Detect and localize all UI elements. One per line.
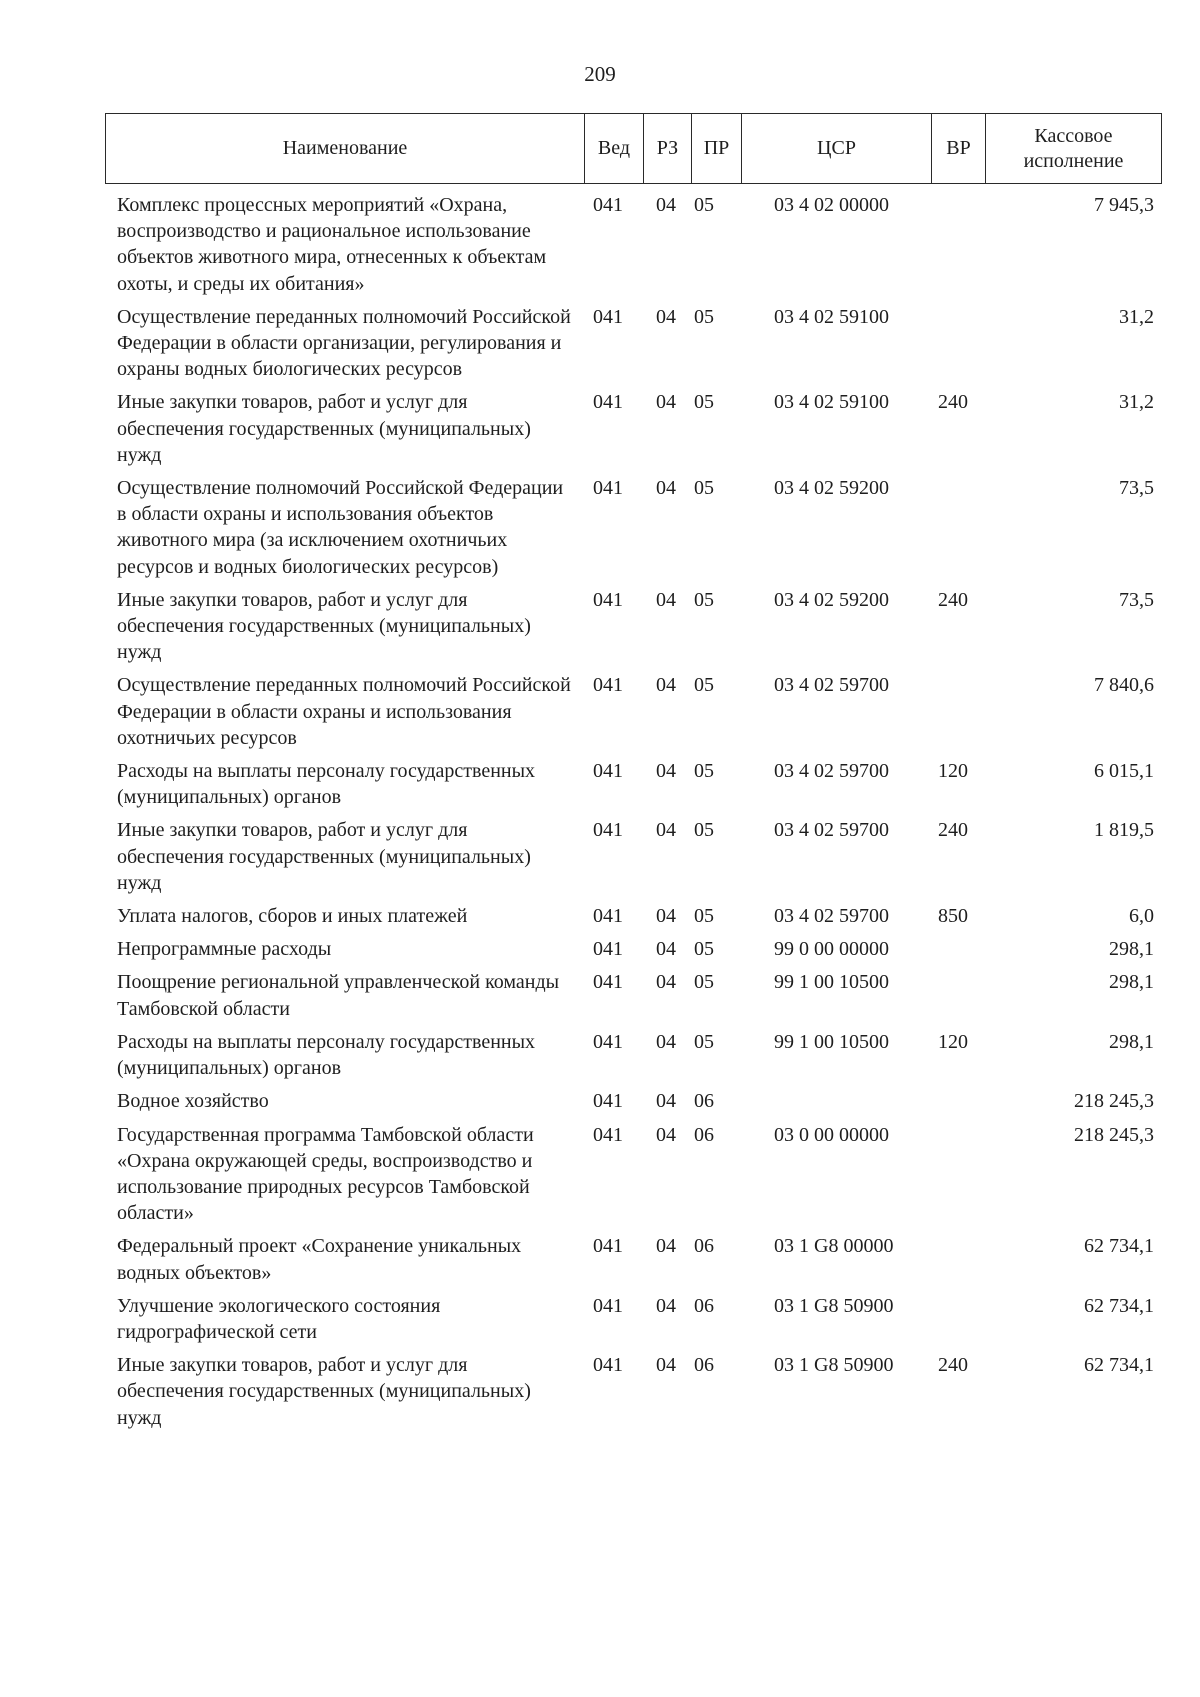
row-csr: 99 0 00 00000 — [774, 938, 889, 961]
table-row — [105, 1029, 1162, 1081]
row-sum: 298,1 — [1109, 1030, 1154, 1053]
row-ved: 041 — [593, 1030, 623, 1053]
row-csr: 03 4 02 59700 — [774, 760, 889, 783]
table-row — [105, 1352, 1162, 1431]
row-vr — [930, 936, 984, 962]
row-ved: 041 — [593, 194, 623, 216]
row-sum: 73,5 — [1119, 477, 1154, 500]
row-ved: 041 — [593, 971, 623, 994]
row-ved: 041 — [593, 305, 623, 328]
row-sum: 7 840,6 — [1094, 674, 1154, 697]
row-csr: 99 1 00 10500 — [774, 971, 889, 994]
row-pr: 05 — [694, 905, 714, 928]
row-ved: 041 — [593, 674, 623, 697]
row-rz: 04 — [656, 588, 676, 611]
row-name: Иные закупки товаров, работ и услуг для обеспечения государственных (муниципальных) нужд — [117, 819, 531, 894]
row-csr: 03 4 02 59100 — [774, 391, 889, 414]
row-vr: 120 — [938, 760, 968, 783]
row-name: Комплекс процессных мероприятий «Охрана, воспроизводство и рациональное использование объектов животного мира, отнесенных к объектам охоты, и среды их обитания» — [117, 194, 547, 295]
row-vr — [930, 304, 984, 383]
row-ved: 041 — [593, 1090, 623, 1113]
row-ved: 041 — [593, 1123, 623, 1146]
row-sum: 31,2 — [1119, 391, 1154, 414]
row-name: Осуществление переданных полномочий Российской Федерации в области организации, регулирования и охраны водных биологических ресурсов — [117, 305, 571, 381]
row-rz: 04 — [656, 1294, 676, 1317]
row-csr: 03 0 00 00000 — [774, 1123, 889, 1146]
header-rz: РЗ — [643, 114, 691, 183]
table-row — [105, 672, 1162, 751]
row-csr: 03 4 02 59700 — [774, 819, 889, 842]
table-row — [105, 304, 1162, 383]
row-sum: 62 734,1 — [1084, 1354, 1154, 1377]
table-row — [105, 817, 1162, 896]
row-sum: 1 819,5 — [1094, 819, 1154, 842]
row-vr — [930, 1122, 984, 1227]
table-row — [105, 1088, 1162, 1114]
table-row — [105, 389, 1162, 468]
row-rz: 04 — [656, 194, 676, 216]
row-pr: 05 — [694, 194, 714, 216]
row-vr — [930, 1293, 984, 1345]
row-pr: 05 — [694, 938, 714, 961]
row-ved: 041 — [593, 588, 623, 611]
row-sum: 6 015,1 — [1094, 760, 1154, 783]
row-name: Поощрение региональной управленческой команды Тамбовской области — [117, 971, 560, 1020]
row-ved: 041 — [593, 905, 623, 928]
row-rz: 04 — [656, 391, 676, 414]
row-sum: 73,5 — [1119, 588, 1154, 611]
row-vr: 120 — [938, 1030, 968, 1053]
row-name: Уплата налогов, сборов и иных платежей — [117, 905, 468, 928]
row-csr: 03 4 02 59700 — [774, 905, 889, 928]
row-csr — [740, 1088, 930, 1114]
row-csr: 03 4 02 59200 — [774, 477, 889, 500]
row-sum: 6,0 — [1129, 905, 1154, 928]
row-ved: 041 — [593, 1294, 623, 1317]
row-name: Иные закупки товаров, работ и услуг для обеспечения государственных (муниципальных) нужд — [117, 391, 531, 466]
header-ved: Вед — [584, 114, 643, 183]
row-rz: 04 — [656, 477, 676, 500]
row-rz: 04 — [656, 1354, 676, 1377]
row-name: Осуществление полномочий Российской Федерации в области охраны и использования объектов животного мира (за исключением охотничьих ресурсов и водных биологических ресурсов) — [117, 477, 564, 578]
row-vr — [930, 1088, 984, 1114]
row-vr — [930, 1233, 984, 1285]
table-row — [105, 758, 1162, 810]
row-pr: 05 — [694, 674, 714, 697]
row-csr: 03 4 02 59200 — [774, 588, 889, 611]
row-ved: 041 — [593, 938, 623, 961]
row-rz: 04 — [656, 305, 676, 328]
table-header — [105, 113, 1162, 184]
row-sum: 218 245,3 — [1074, 1090, 1154, 1113]
row-csr: 03 1 G8 50900 — [774, 1354, 894, 1377]
row-pr: 05 — [694, 477, 714, 500]
row-pr: 05 — [694, 588, 714, 611]
row-rz: 04 — [656, 1235, 676, 1258]
table-row — [105, 1293, 1162, 1345]
header-name: Наименование — [282, 137, 408, 159]
row-name: Иные закупки товаров, работ и услуг для обеспечения государственных (муниципальных) нужд — [117, 1354, 531, 1429]
row-csr: 03 4 02 59700 — [774, 674, 889, 697]
row-vr — [930, 475, 984, 580]
row-csr: 03 4 02 00000 — [774, 194, 889, 216]
row-vr: 240 — [938, 819, 968, 842]
row-name: Расходы на выплаты персоналу государственных (муниципальных) органов — [117, 1030, 536, 1080]
table-row — [105, 1122, 1162, 1227]
row-pr: 06 — [694, 1235, 714, 1258]
row-csr: 99 1 00 10500 — [774, 1030, 889, 1053]
row-ved: 041 — [593, 477, 623, 500]
row-vr: 850 — [938, 905, 968, 928]
row-rz: 04 — [656, 1090, 676, 1113]
row-sum: 218 245,3 — [1074, 1123, 1154, 1146]
row-rz: 04 — [656, 760, 676, 783]
row-name: Иные закупки товаров, работ и услуг для обеспечения государственных (муниципальных) нужд — [117, 588, 531, 664]
table-row — [105, 1233, 1162, 1285]
row-pr: 06 — [694, 1354, 714, 1377]
row-csr: 03 1 G8 50900 — [774, 1294, 894, 1317]
row-pr: 06 — [694, 1090, 714, 1113]
table-row — [105, 587, 1162, 666]
row-ved: 041 — [593, 1235, 623, 1258]
row-sum: 7 945,3 — [1094, 194, 1154, 216]
row-vr — [930, 969, 984, 1021]
row-name: Федеральный проект «Сохранение уникальных водных объектов» — [117, 1235, 522, 1284]
row-csr: 03 4 02 59100 — [774, 305, 889, 328]
row-rz: 04 — [656, 1123, 676, 1146]
row-pr: 05 — [694, 971, 714, 994]
page-number: 209 — [584, 62, 616, 86]
row-pr: 05 — [694, 305, 714, 328]
row-pr: 06 — [694, 1294, 714, 1317]
table-row — [105, 475, 1162, 580]
header-vr: ВР — [931, 114, 985, 183]
row-vr — [930, 672, 984, 751]
row-vr — [930, 192, 984, 297]
header-csr: ЦСР — [741, 114, 931, 183]
header-sum: Кассовое исполнение — [985, 114, 1161, 183]
row-rz: 04 — [656, 819, 676, 842]
row-vr: 240 — [938, 588, 968, 611]
row-name: Осуществление переданных полномочий Российской Федерации в области охраны и использования охотничьих ресурсов — [117, 674, 571, 749]
row-vr: 240 — [938, 1354, 968, 1377]
row-name: Улучшение экологического состояния гидрографической сети — [117, 1294, 441, 1343]
row-pr: 05 — [694, 1030, 714, 1053]
row-name: Водное хозяйство — [117, 1090, 269, 1113]
row-name: Расходы на выплаты персоналу государственных (муниципальных) органов — [117, 760, 536, 809]
row-sum: 31,2 — [1119, 305, 1154, 328]
row-pr: 05 — [694, 819, 714, 842]
row-csr: 03 1 G8 00000 — [774, 1235, 894, 1258]
row-rz: 04 — [656, 938, 676, 961]
row-sum: 298,1 — [1109, 971, 1154, 994]
table-row — [105, 969, 1162, 1021]
table-body — [105, 192, 1162, 1438]
row-pr: 05 — [694, 760, 714, 783]
row-ved: 041 — [593, 1354, 623, 1377]
table-row — [105, 192, 1162, 297]
row-sum: 298,1 — [1109, 938, 1154, 961]
row-name: Непрограммные расходы — [117, 938, 332, 961]
row-ved: 041 — [593, 819, 623, 842]
row-sum: 62 734,1 — [1084, 1294, 1154, 1317]
row-name: Государственная программа Тамбовской области «Охрана окружающей среды, воспроизводство и использование природных ресурсов Тамбовской области» — [117, 1123, 534, 1225]
row-rz: 04 — [656, 905, 676, 928]
row-vr: 240 — [938, 391, 968, 414]
row-ved: 041 — [593, 391, 623, 414]
row-rz: 04 — [656, 971, 676, 994]
row-ved: 041 — [593, 760, 623, 783]
row-pr: 05 — [694, 391, 714, 414]
row-sum: 62 734,1 — [1084, 1235, 1154, 1258]
header-pr: ПР — [691, 114, 741, 183]
row-rz: 04 — [656, 674, 676, 697]
table-row — [105, 903, 1162, 929]
row-rz: 04 — [656, 1030, 676, 1053]
table-row — [105, 936, 1162, 962]
row-pr: 06 — [694, 1123, 714, 1146]
